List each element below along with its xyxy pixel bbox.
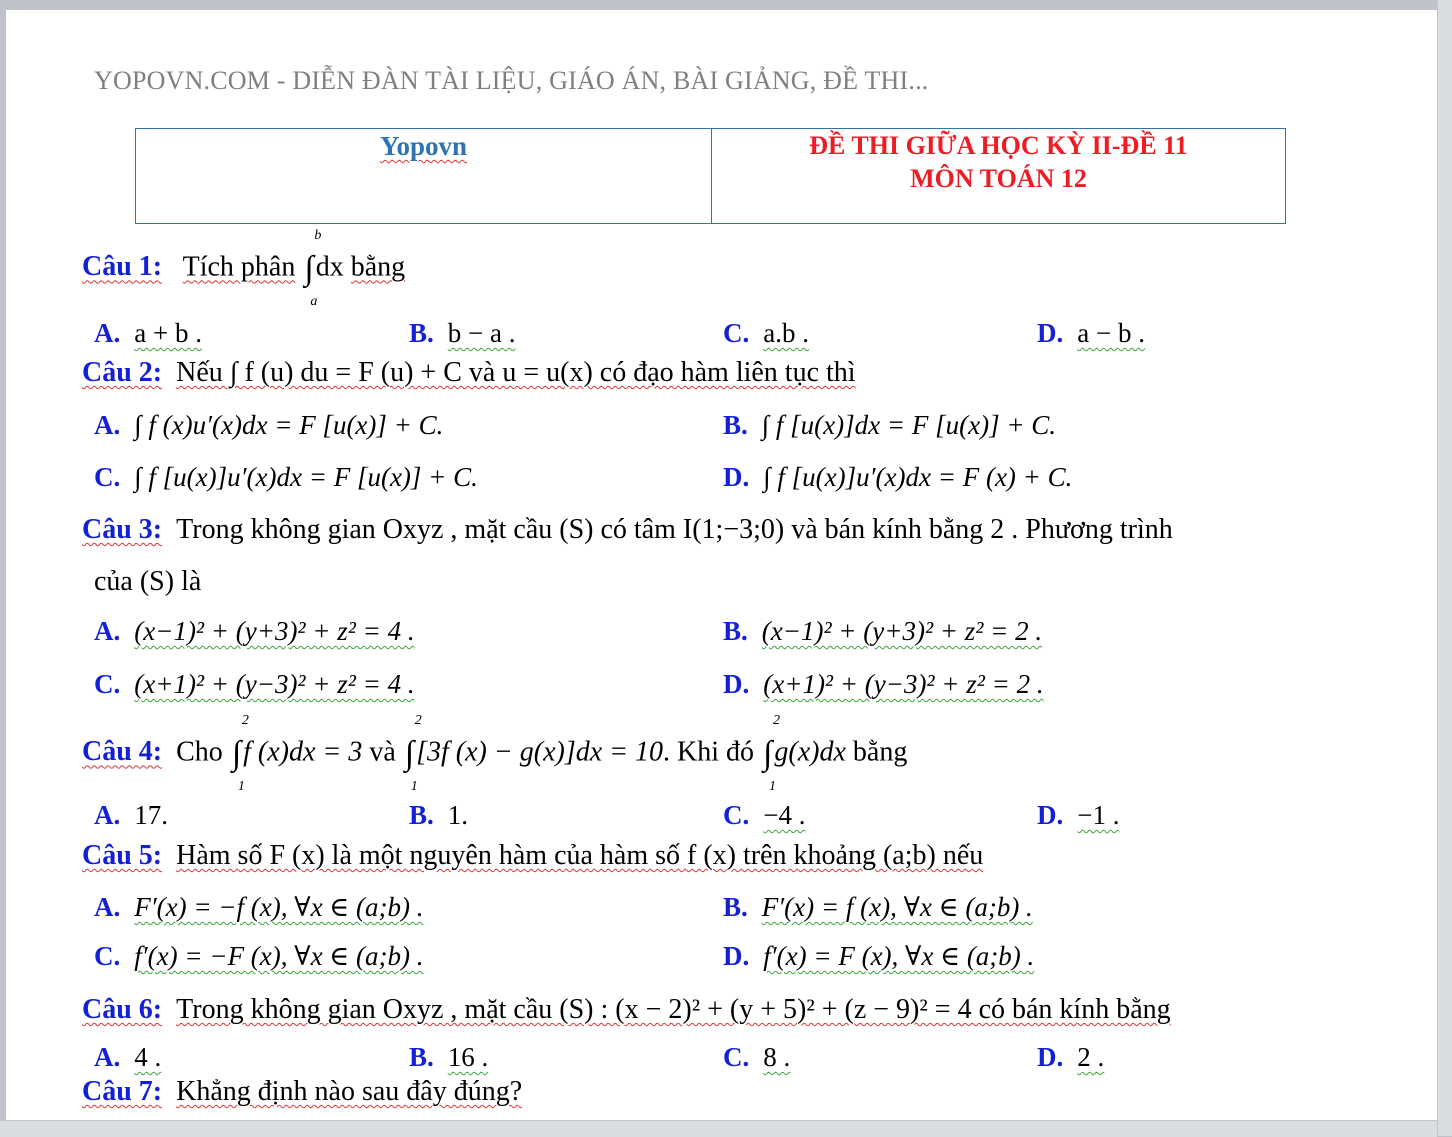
question-text: Trong không gian Oxyz , mặt cầu (S) có tâm I(1;−3;0) và bán kính bằng 2 . Phương trình bbox=[176, 514, 1173, 545]
q6-option-c[interactable] bbox=[723, 1042, 790, 1073]
option-label: D. bbox=[723, 462, 750, 492]
option-label: D. bbox=[723, 941, 750, 971]
option-label: A. bbox=[94, 1042, 121, 1072]
option-text: −1 . bbox=[1077, 800, 1120, 830]
question-7 bbox=[82, 1076, 522, 1108]
integral-upper: b bbox=[314, 228, 322, 243]
question-label: Câu 3: bbox=[82, 514, 163, 545]
school-name: Yopovn bbox=[379, 131, 468, 161]
option-label: A. bbox=[94, 616, 121, 646]
question-1 bbox=[82, 228, 406, 309]
option-text: ∫ f [u(x)]u′(x)dx = F (x) + C. bbox=[763, 462, 1073, 492]
integral-sign: ∫ 2 1 bbox=[404, 713, 422, 794]
option-text: (x−1)² + (y+3)² + z² = 4 . bbox=[134, 616, 415, 646]
option-label: D. bbox=[1037, 800, 1064, 830]
integral-upper: 2 bbox=[773, 713, 781, 728]
question-4 bbox=[82, 713, 908, 794]
option-text: F′(x) = f (x), ∀x ∈ (a;b) . bbox=[761, 892, 1033, 922]
option-text: ∫ f (x)u′(x)dx = F [u(x)] + C. bbox=[134, 410, 444, 440]
question-label: Câu 1: bbox=[82, 251, 163, 283]
option-label: D. bbox=[723, 669, 750, 699]
q3-option-c[interactable] bbox=[94, 669, 415, 700]
question-text: Tích phân bbox=[182, 251, 296, 283]
integral-expression: [3f (x) − g(x)]dx = 10 bbox=[416, 736, 664, 768]
option-text: ∫ f [u(x)]u′(x)dx = F [u(x)] + C. bbox=[134, 462, 478, 492]
integral-lower: 1 bbox=[769, 779, 777, 794]
q2-option-b[interactable] bbox=[723, 410, 1056, 441]
q2-option-d[interactable] bbox=[723, 462, 1072, 493]
question-label: Câu 4: bbox=[82, 736, 163, 768]
question-label: Câu 6: bbox=[82, 994, 163, 1025]
question-text-end: bằng bbox=[852, 736, 908, 768]
q4-option-c[interactable] bbox=[723, 800, 805, 831]
question-6 bbox=[82, 994, 1171, 1026]
option-label: B. bbox=[409, 318, 434, 348]
site-header: YOPOVN.COM - DIỄN ĐÀN TÀI LIỆU, GIÁO ÁN, BÀI GIẢNG, ĐỀ THI... bbox=[94, 66, 929, 95]
q5-option-d[interactable] bbox=[723, 941, 1034, 972]
option-text: a.b . bbox=[763, 318, 809, 348]
option-text: b − a . bbox=[447, 318, 516, 348]
option-text: a + b . bbox=[134, 318, 202, 348]
q3-option-b[interactable] bbox=[723, 616, 1042, 647]
option-label: C. bbox=[723, 318, 750, 348]
option-text: (x+1)² + (y−3)² + z² = 2 . bbox=[763, 669, 1044, 699]
option-label: C. bbox=[94, 462, 121, 492]
q3-option-a[interactable] bbox=[94, 616, 415, 647]
option-label: A. bbox=[94, 318, 121, 348]
question-text: Hàm số F (x) là một nguyên hàm của hàm số f (x) trên khoảng (a;b) nếu bbox=[176, 840, 984, 871]
question-text: Cho bbox=[176, 736, 223, 768]
question-text: Nếu ∫ f (u) du = F (u) + C và u = u(x) có đạo hàm liên tục thì bbox=[176, 357, 856, 388]
horizontal-scrollbar[interactable] bbox=[0, 1120, 1437, 1137]
question-label: Câu 5: bbox=[82, 840, 163, 871]
option-text: (x+1)² + (y−3)² + z² = 4 . bbox=[134, 669, 415, 699]
exam-subject: MÔN TOÁN 12 bbox=[910, 164, 1087, 193]
integral-sign: ∫ 2 1 bbox=[231, 713, 249, 794]
integral-lower: 1 bbox=[237, 779, 245, 794]
option-text: 4 . bbox=[134, 1042, 162, 1072]
q6-option-a[interactable] bbox=[94, 1042, 161, 1073]
header-cell-right bbox=[712, 129, 1285, 223]
q2-option-c[interactable] bbox=[94, 462, 478, 493]
option-text: 2 . bbox=[1077, 1042, 1105, 1072]
question-label: Câu 2: bbox=[82, 357, 163, 388]
document-page bbox=[6, 10, 1437, 1120]
exam-header-table bbox=[135, 128, 1286, 224]
question-2 bbox=[82, 357, 856, 389]
question-text-end: bằng bbox=[350, 251, 406, 283]
q5-option-c[interactable] bbox=[94, 941, 424, 972]
option-text: 16 . bbox=[447, 1042, 489, 1072]
option-label: B. bbox=[723, 410, 748, 440]
integral-expression: g(x)dx bbox=[774, 736, 846, 768]
q1-option-a[interactable] bbox=[94, 318, 202, 349]
exam-title: ĐỀ THI GIỮA HỌC KỲ II-ĐỀ 11 bbox=[809, 131, 1188, 160]
integral-expression: f (x)dx = 3 bbox=[243, 736, 363, 768]
q6-option-d[interactable] bbox=[1037, 1042, 1104, 1073]
integral-sign: ∫ 2 1 bbox=[763, 713, 781, 794]
integral-sign: ∫ b a bbox=[304, 228, 322, 309]
q4-option-d[interactable] bbox=[1037, 800, 1119, 831]
option-text: F′(x) = −f (x), ∀x ∈ (a;b) . bbox=[134, 892, 424, 922]
option-text: 8 . bbox=[763, 1042, 791, 1072]
q4-option-a[interactable] bbox=[94, 800, 168, 831]
option-label: C. bbox=[723, 800, 750, 830]
option-label: A. bbox=[94, 800, 121, 830]
q2-option-a[interactable] bbox=[94, 410, 443, 441]
question-text: . Khi đó bbox=[663, 736, 755, 768]
q1-option-b[interactable] bbox=[409, 318, 515, 349]
integral-upper: 2 bbox=[414, 713, 422, 728]
q1-option-d[interactable] bbox=[1037, 318, 1145, 349]
option-text: f′(x) = F (x), ∀x ∈ (a;b) . bbox=[763, 941, 1035, 971]
integral-upper: 2 bbox=[241, 713, 249, 728]
option-text: 17. bbox=[134, 800, 168, 830]
option-label: C. bbox=[94, 669, 121, 699]
question-3-continued: của (S) là bbox=[94, 566, 202, 597]
question-5 bbox=[82, 840, 983, 872]
q1-option-c[interactable] bbox=[723, 318, 809, 349]
option-label: C. bbox=[94, 941, 121, 971]
q4-option-b[interactable] bbox=[409, 800, 468, 831]
integral-lower: a bbox=[310, 294, 318, 309]
q3-option-d[interactable] bbox=[723, 669, 1044, 700]
vertical-scrollbar[interactable] bbox=[1437, 0, 1452, 1136]
question-text: Trong không gian Oxyz , mặt cầu (S) : (x − 2)² + (y + 5)² + (z − 9)² = 4 có bán kính bằng bbox=[176, 994, 1171, 1025]
question-text: Khẳng định nào sau đây đúng? bbox=[176, 1076, 523, 1107]
header-cell-left bbox=[136, 129, 712, 223]
question-3 bbox=[82, 514, 1173, 546]
option-label: A. bbox=[94, 892, 121, 922]
option-label: B. bbox=[409, 800, 434, 830]
option-text: a − b . bbox=[1077, 318, 1145, 348]
question-label: Câu 7: bbox=[82, 1076, 163, 1107]
option-label: B. bbox=[723, 892, 748, 922]
option-label: D. bbox=[1037, 1042, 1064, 1072]
option-text: 1. bbox=[447, 800, 469, 830]
option-text: −4 . bbox=[763, 800, 806, 830]
q5-option-a[interactable] bbox=[94, 892, 424, 923]
integral-lower: 1 bbox=[410, 779, 418, 794]
option-text: (x−1)² + (y+3)² + z² = 2 . bbox=[761, 616, 1043, 646]
option-label: C. bbox=[723, 1042, 750, 1072]
option-label: D. bbox=[1037, 318, 1064, 348]
integrand: dx bbox=[315, 251, 344, 283]
question-text: và bbox=[369, 736, 396, 768]
option-text: f′(x) = −F (x), ∀x ∈ (a;b) . bbox=[134, 941, 424, 971]
option-label: A. bbox=[94, 410, 121, 440]
option-label: B. bbox=[409, 1042, 434, 1072]
q6-option-b[interactable] bbox=[409, 1042, 488, 1073]
option-label: B. bbox=[723, 616, 748, 646]
option-text: ∫ f [u(x)]dx = F [u(x)] + C. bbox=[761, 410, 1057, 440]
q5-option-b[interactable] bbox=[723, 892, 1033, 923]
